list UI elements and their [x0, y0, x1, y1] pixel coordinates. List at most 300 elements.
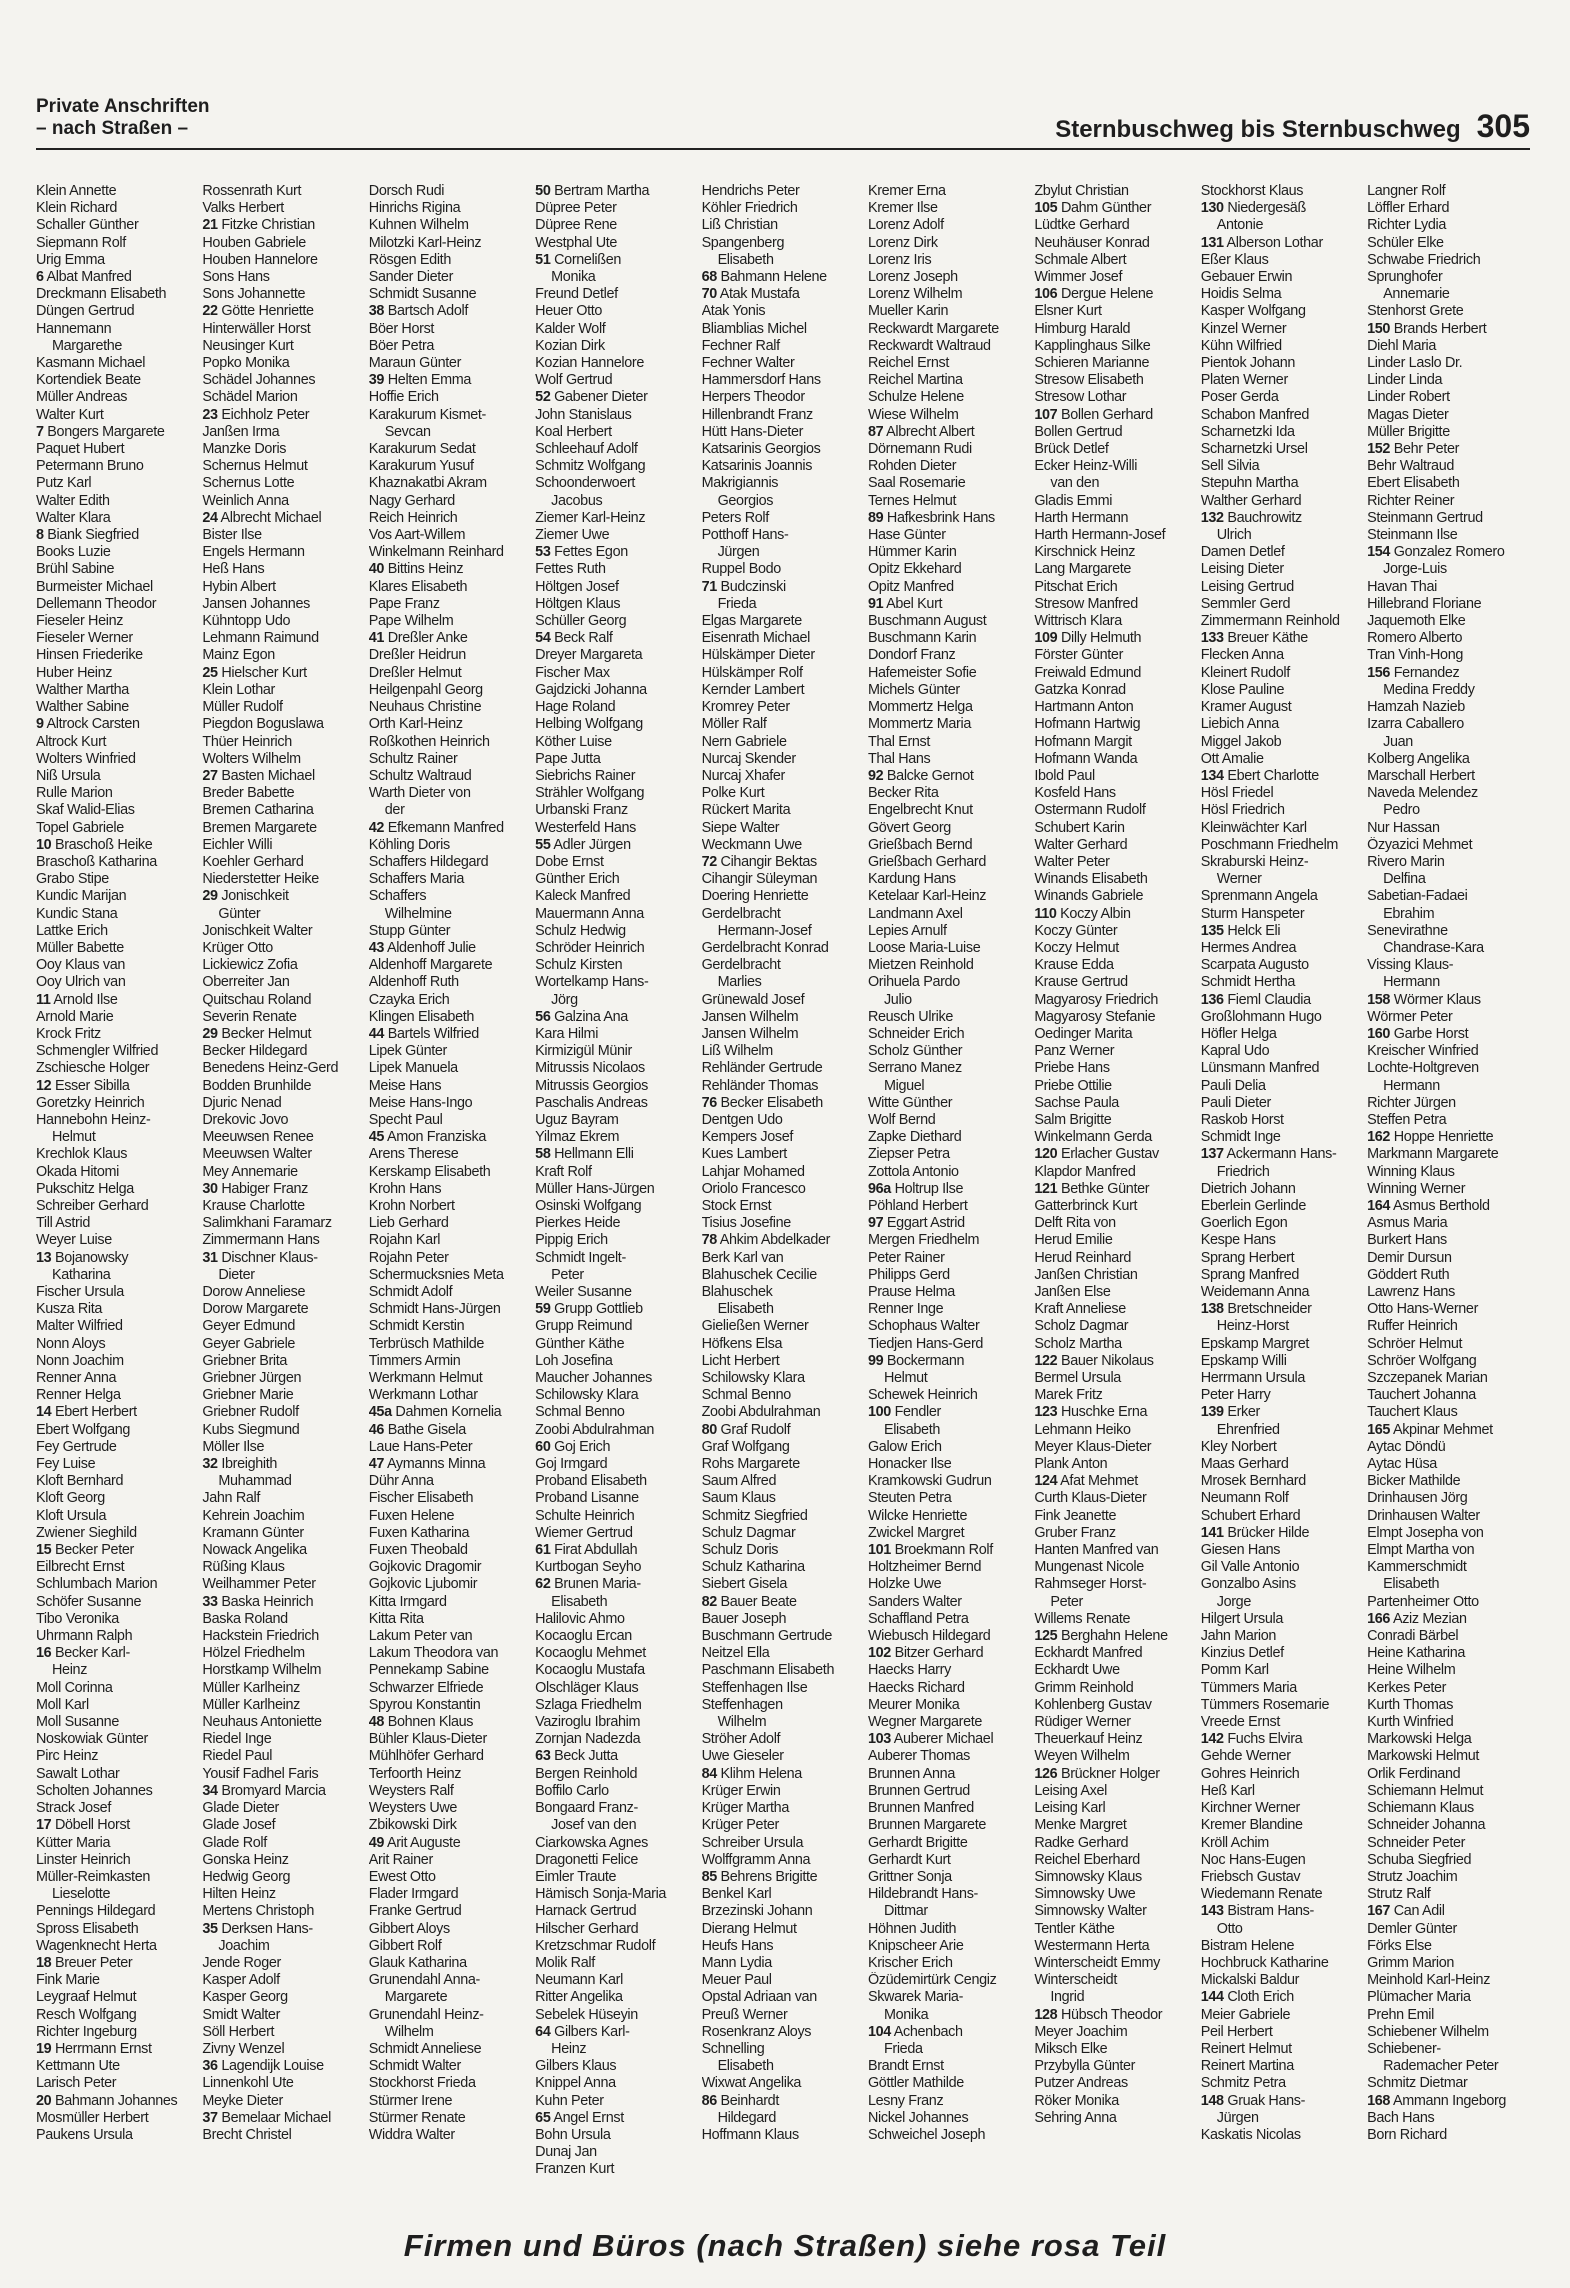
directory-entry: Ooy Klaus van — [36, 957, 126, 974]
house-number: 34 — [202, 1782, 218, 1799]
directory-entry: 168 Ammann Ingeborg — [1367, 2092, 1507, 2109]
directory-entry: Horstkamp Wilhelm — [202, 1662, 322, 1679]
house-number: 30 — [202, 1180, 218, 1197]
directory-entry: Manzke Doris — [202, 441, 287, 458]
directory-entry: Diehl Maria — [1367, 337, 1437, 354]
directory-entry: Krause Charlotte — [202, 1197, 305, 1214]
directory-entry: Steffenhagen Ilse — [701, 1679, 808, 1696]
directory-entry: Schmidt Kerstin — [368, 1318, 465, 1335]
directory-entry: Kasper Adolf — [202, 1972, 280, 1989]
directory-entry: Elisabeth — [717, 251, 774, 268]
directory-entry: Grimm Marion — [1367, 1954, 1455, 1971]
directory-entry: Hoffie Erich — [368, 389, 439, 406]
directory-entry: Honacker Ilse — [867, 1456, 952, 1473]
directory-entry: Eckhardt Uwe — [1034, 1662, 1120, 1679]
directory-entry: Rademacher Peter — [1383, 2058, 1499, 2075]
house-number: 42 — [368, 819, 385, 836]
directory-entry: Krohn Norbert — [368, 1197, 455, 1214]
directory-entry: Brecht Christel — [202, 2126, 292, 2143]
directory-entry: Panz Werner — [1034, 1043, 1115, 1060]
header-rule — [36, 148, 1530, 150]
directory-entry: Zwiener Sieghild — [36, 1524, 137, 1541]
directory-entry: Dreßler Heidrun — [368, 647, 466, 664]
directory-entry: Hösl Friedel — [1200, 785, 1274, 802]
directory-entry: Conradi Bärbel — [1367, 1628, 1459, 1645]
directory-entry: Magas Dieter — [1367, 406, 1449, 423]
directory-entry: Lehmann Raimund — [202, 630, 319, 647]
directory-entry: Kirmizigül Münir — [535, 1043, 632, 1060]
directory-entry: Schmal Benno — [535, 1404, 625, 1421]
directory-entry: Jorge — [1216, 1593, 1251, 1610]
directory-entry: 131 Alberson Lothar — [1200, 234, 1323, 251]
directory-entry: 104 Achenbach — [867, 2023, 963, 2040]
house-number: 7 — [36, 423, 44, 440]
house-number: 49 — [368, 1834, 385, 1851]
house-number: 166 — [1367, 1610, 1391, 1627]
directory-entry: Müller Karlheinz — [202, 1679, 300, 1696]
house-number: 12 — [36, 1077, 52, 1094]
directory-entry: Wimmer Josef — [1034, 269, 1123, 286]
directory-entry: Stockhorst Frieda — [368, 2075, 476, 2092]
directory-entry: Hofmann Hartwig — [1034, 716, 1141, 733]
directory-entry: Elisabeth — [883, 1421, 941, 1438]
house-number: 106 — [1034, 286, 1058, 303]
directory-entry: Simnowsky Klaus — [1034, 1868, 1142, 1885]
directory-entry: Walter Gerhard — [1034, 836, 1128, 853]
directory-entry: Paschalis Andreas — [535, 1094, 648, 1111]
directory-entry: Stürmer Renate — [368, 2109, 466, 2126]
house-number: 9 — [36, 716, 44, 733]
house-number: 125 — [1034, 1628, 1058, 1645]
directory-entry: Schweichel Joseph — [867, 2126, 986, 2143]
directory-entry: Petermann Bruno — [36, 458, 144, 475]
house-number: 61 — [535, 1542, 551, 1559]
directory-entry: Hochbruck Katharine — [1200, 1954, 1329, 1971]
directory-entry: 158 Wörmer Klaus — [1367, 991, 1481, 1008]
directory-entry: Eberlein Gerlinde — [1200, 1197, 1306, 1214]
directory-entry: 58 Hellmann Elli — [535, 1146, 634, 1163]
directory-entry: Wiemer Gertrud — [535, 1524, 633, 1541]
directory-entry: Peters Rolf — [701, 509, 769, 526]
directory-entry: Quitschau Roland — [202, 991, 312, 1008]
directory-entry: Düpree Peter — [535, 200, 617, 217]
directory-entry: Reichel Ernst — [867, 355, 949, 372]
directory-entry: Schmitz Wolfgang — [535, 458, 646, 475]
directory-entry: Söll Herbert — [202, 2023, 275, 2040]
directory-entry: Kitta Irmgard — [368, 1593, 447, 1610]
directory-entry: Düpree Rene — [535, 217, 617, 234]
directory-entry: Jörg — [551, 991, 578, 1008]
directory-entry: Richter Reiner — [1367, 492, 1455, 509]
house-number: 36 — [202, 2058, 218, 2075]
directory-entry: Brunnen Anna — [867, 1765, 955, 1782]
directory-entry: Wilhelm — [717, 1714, 767, 1731]
directory-entry: Sevcan — [384, 423, 431, 440]
directory-entry: Schmitz Siegfried — [701, 1507, 808, 1524]
directory-entry: Grittner Sonja — [867, 1868, 952, 1885]
directory-entry: Brandt Ernst — [867, 2058, 944, 2075]
directory-entry: Winning Werner — [1367, 1180, 1466, 1197]
directory-entry: Bollen Gertrud — [1034, 423, 1123, 440]
directory-entry: Reckwardt Margarete — [867, 320, 999, 337]
directory-entry: Pennekamp Sabine — [368, 1662, 489, 1679]
directory-entry: Salm Brigitte — [1034, 1111, 1112, 1128]
house-number: 87 — [867, 423, 884, 440]
directory-entry: Otto Hans-Werner — [1367, 1301, 1479, 1318]
directory-entry: Schöfer Susanne — [36, 1593, 142, 1610]
directory-entry: Monika — [883, 2006, 929, 2023]
directory-entry: Fechner Walter — [701, 355, 795, 372]
directory-entry: Noskowiak Günter — [36, 1731, 148, 1748]
directory-entry: 11 Arnold Ilse — [36, 991, 118, 1008]
directory-entry: Licht Herbert — [701, 1352, 780, 1369]
directory-entry: Orihuela Pardo — [867, 974, 960, 991]
directory-entry: Widdra Walter — [368, 2126, 455, 2143]
house-number: 64 — [535, 2023, 551, 2040]
directory-entry: Lakum Peter van — [368, 1628, 473, 1645]
directory-entry: Gerhardt Brigitte — [867, 1834, 968, 1851]
directory-entry: Mommertz Maria — [867, 716, 971, 733]
directory-entry: Hildegard — [717, 2109, 777, 2126]
directory-entry: Julio — [883, 991, 912, 1008]
directory-entry: Heufs Hans — [701, 1937, 774, 1954]
directory-entry: Oedinger Marita — [1034, 1025, 1133, 1042]
directory-entry: Orlik Ferdinand — [1367, 1765, 1461, 1782]
directory-entry: Sprunghofer — [1367, 269, 1443, 286]
directory-entry: Krause Gertrud — [1034, 974, 1128, 991]
directory-entry: Mey Annemarie — [202, 1163, 298, 1180]
directory-entry: Winkelmann Reinhard — [368, 544, 504, 561]
directory-entry: Wolters Winfried — [36, 750, 136, 767]
directory-entry: Fischer Max — [535, 664, 610, 681]
house-number: 130 — [1200, 200, 1224, 217]
directory-entry: Westerfeld Hans — [535, 819, 637, 836]
house-number: 54 — [535, 630, 551, 647]
directory-entry: Breder Babette — [202, 785, 295, 802]
directory-entry: Kasper Georg — [202, 1989, 288, 2006]
house-number: 162 — [1367, 1129, 1391, 1146]
house-number: 137 — [1200, 1146, 1224, 1163]
directory-entry: Richter Jürgen — [1367, 1094, 1456, 1111]
directory-entry: van den — [1050, 475, 1100, 492]
directory-entry: Janßen Christian — [1034, 1266, 1138, 1283]
directory-entry: Gojkovic Dragomir — [368, 1559, 482, 1576]
directory-entry: Grießbach Gerhard — [867, 853, 986, 870]
directory-entry: Kespe Hans — [1200, 1232, 1276, 1249]
directory-entry: Krüger Otto — [202, 939, 273, 956]
directory-entry: Westphal Ute — [535, 234, 618, 251]
house-number: 52 — [535, 389, 551, 406]
house-number: 128 — [1034, 2006, 1058, 2023]
house-number: 48 — [368, 1714, 385, 1731]
directory-entry: Jaquemoth Elke — [1367, 613, 1466, 630]
house-number: 46 — [368, 1421, 385, 1438]
house-number: 143 — [1200, 1903, 1224, 1920]
directory-entry: Schernus Helmut — [202, 458, 308, 475]
directory-entry: Priebe Ottilie — [1034, 1077, 1112, 1094]
directory-entry: Gladis Emmi — [1034, 492, 1113, 509]
directory-entry: Schmitz Dietmar — [1367, 2075, 1468, 2092]
directory-entry: Köther Luise — [535, 733, 612, 750]
directory-entry: Müller Babette — [36, 939, 124, 956]
directory-entry: Bermel Ursula — [1034, 1370, 1121, 1387]
directory-entry: 123 Huschke Erna — [1034, 1404, 1148, 1421]
house-number: 45 — [368, 1129, 385, 1146]
directory-entry: Höfkens Elsa — [701, 1335, 783, 1352]
directory-entry: Schmidt Ingelt- — [535, 1249, 626, 1266]
directory-entry: Kleinwächter Karl — [1200, 819, 1307, 836]
directory-entry: Arnold Marie — [36, 1008, 114, 1025]
directory-entry: Peil Herbert — [1200, 2023, 1273, 2040]
directory-entry: Heilgenpahl Georg — [368, 681, 483, 698]
directory-column — [369, 183, 535, 2203]
directory-entry: Skaf Walid-Elias — [36, 802, 135, 819]
directory-entry: Lehmann Heiko — [1034, 1421, 1131, 1438]
house-number: 85 — [701, 1868, 717, 1885]
directory-entry: 29 Becker Helmut — [202, 1025, 312, 1042]
directory-entry: Müller Brigitte — [1367, 423, 1450, 440]
directory-entry: Winterscheidt Emmy — [1034, 1954, 1160, 1971]
directory-entry: Schulte Heinrich — [535, 1507, 635, 1524]
directory-entry: Rosenkranz Aloys — [701, 2023, 812, 2040]
directory-entry: Weyer Luise — [36, 1232, 112, 1249]
directory-entry: Prause Helma — [867, 1284, 955, 1300]
directory-entry: Heinz-Horst — [1216, 1318, 1289, 1335]
house-number: 102 — [867, 1645, 891, 1662]
directory-entry: Georgios — [717, 492, 774, 509]
house-number: 21 — [202, 217, 218, 234]
directory-entry: Flecken Anna — [1200, 647, 1284, 664]
directory-entry: Tümmers Rosemarie — [1200, 1696, 1330, 1713]
directory-entry: Poser Gerda — [1200, 389, 1279, 406]
directory-entry: Vaziroglu Ibrahim — [535, 1714, 641, 1731]
page-number: 305 — [1476, 108, 1530, 144]
directory-entry: Niederstetter Heike — [202, 871, 319, 888]
directory-entry: Heinz — [52, 1662, 88, 1679]
directory-entry: Thüer Heinrich — [202, 733, 292, 750]
directory-entry: Saal Rosemarie — [867, 475, 966, 492]
directory-entry: Orth Karl-Heinz — [368, 716, 463, 733]
directory-entry: Rückert Marita — [701, 802, 791, 819]
directory-entry: Aytac Hüsa — [1367, 1456, 1437, 1473]
directory-entry: Sabetian-Fadaei — [1367, 888, 1468, 905]
directory-entry: 40 Bittins Heinz — [368, 561, 464, 578]
directory-entry: Müller Rudolf — [202, 699, 283, 716]
directory-entry: Tibo Veronika — [36, 1610, 119, 1627]
directory-entry: Weysters Ralf — [368, 1782, 454, 1799]
directory-entry: Hilscher Gerhard — [535, 1920, 639, 1937]
directory-entry: Goerlich Egon — [1200, 1215, 1288, 1232]
directory-entry: Gerdelbracht Konrad — [701, 939, 829, 956]
directory-entry: Stürmer Irene — [368, 2092, 453, 2109]
directory-entry: Leising Karl — [1034, 1800, 1106, 1817]
directory-entry: 154 Gonzalez Romero — [1367, 544, 1505, 561]
directory-entry: Scholten Johannes — [36, 1782, 153, 1799]
directory-entry: Salimkhani Faramarz — [202, 1215, 332, 1232]
house-number: 167 — [1367, 1903, 1391, 1920]
directory-entry: Förster Günter — [1034, 647, 1124, 664]
directory-entry: Liß Wilhelm — [701, 1043, 773, 1060]
directory-entry: Siepmann Rolf — [36, 234, 126, 251]
directory-entry: Dörnemann Rudi — [867, 441, 972, 458]
directory-entry: Leygraaf Helmut — [36, 1989, 137, 2006]
directory-entry: Friedrich — [1216, 1163, 1270, 1180]
directory-entry: Demler Günter — [1367, 1920, 1457, 1937]
directory-entry: Wixwat Angelika — [701, 2075, 802, 2092]
directory-entry: Klein Lothar — [202, 681, 275, 698]
directory-entry: 9 Altrock Carsten — [36, 716, 140, 733]
directory-entry: Bistram Helene — [1200, 1937, 1295, 1954]
directory-entry: Naveda Melendez — [1367, 785, 1478, 802]
directory-entry: Harth Hermann — [1034, 509, 1129, 526]
directory-entry: Jonischkeit Walter — [202, 922, 313, 939]
directory-entry: 142 Fuchs Elvira — [1200, 1731, 1303, 1748]
directory-entry: 42 Efkemann Manfred — [368, 819, 504, 836]
directory-entry: 39 Helten Emma — [368, 372, 472, 389]
directory-entry: Rüdiger Werner — [1034, 1714, 1131, 1731]
directory-entry: Winands Elisabeth — [1034, 871, 1148, 888]
directory-entry: Piegdon Boguslawa — [202, 716, 324, 733]
directory-entry: Ewest Otto — [368, 1868, 436, 1885]
directory-entry: Steffen Petra — [1367, 1111, 1447, 1128]
directory-entry: Dittmar — [883, 1903, 928, 1920]
directory-entry: Fischer Elisabeth — [368, 1490, 474, 1507]
directory-entry: Potthoff Hans- — [701, 527, 789, 544]
directory-entry: Ingrid — [1050, 1989, 1085, 2006]
house-number: 47 — [368, 1456, 385, 1473]
directory-entry: Schoonderwoert — [535, 475, 636, 492]
directory-entry: Plank Anton — [1034, 1456, 1108, 1473]
directory-entry: Freund Detlef — [535, 286, 618, 303]
directory-entry: Jahn Ralf — [202, 1490, 261, 1507]
directory-entry: Grabo Stipe — [36, 871, 109, 888]
directory-entry: Glauk Katharina — [368, 1954, 467, 1971]
directory-entry: Loh Josefina — [535, 1352, 613, 1369]
directory-entry: Lorenz Dirk — [867, 234, 938, 251]
directory-entry: Simnowsky Walter — [1034, 1903, 1147, 1920]
directory-entry: Griebner Brita — [202, 1352, 288, 1369]
directory-entry: Skraburski Heinz- — [1200, 853, 1309, 870]
directory-entry: Klares Elisabeth — [368, 578, 468, 595]
directory-entry: Janßen Else — [1034, 1284, 1111, 1300]
directory-entry: 6 Albat Manfred — [36, 269, 132, 286]
directory-entry: Schulz Dagmar — [701, 1524, 796, 1541]
directory-entry: Noc Hans-Eugen — [1200, 1851, 1306, 1868]
directory-entry: Walter Kurt — [36, 406, 104, 423]
house-number: 59 — [535, 1301, 551, 1318]
directory-entry: 15 Becker Peter — [36, 1542, 134, 1559]
directory-entry: 110 Koczy Albin — [1034, 905, 1131, 922]
directory-entry: Geyer Edmund — [202, 1318, 295, 1335]
directory-entry: Meyke Dieter — [202, 2092, 283, 2109]
directory-entry: 102 Bitzer Gerhard — [867, 1645, 984, 1662]
directory-entry: Kardung Hans — [867, 871, 956, 888]
directory-entry: Kalder Wolf — [535, 320, 606, 337]
directory-entry: Otto — [1216, 1920, 1243, 1937]
directory-entry: Mommertz Helga — [867, 699, 973, 716]
directory-entry: Schröer Helmut — [1367, 1335, 1463, 1352]
directory-entry: Hinterwäller Horst — [202, 320, 311, 337]
directory-entry: Tauchert Klaus — [1367, 1404, 1458, 1421]
directory-entry: 32 Ibreighith — [202, 1456, 278, 1473]
house-number: 138 — [1200, 1301, 1224, 1318]
directory-entry: Rojahn Karl — [368, 1232, 441, 1249]
directory-entry: Weidemann Anna — [1200, 1284, 1310, 1300]
directory-entry: Bliamblias Michel — [701, 320, 807, 337]
directory-entry: Wolf Gertrud — [535, 372, 613, 389]
directory-entry: Urig Emma — [36, 251, 105, 268]
directory-entry: 59 Grupp Gottlieb — [535, 1301, 643, 1318]
directory-entry: Kehrein Joachim — [202, 1507, 305, 1524]
directory-entry: Marek Fritz — [1034, 1387, 1103, 1404]
directory-entry: Kuhn Peter — [535, 2092, 604, 2109]
directory-entry: Ströher Adolf — [701, 1731, 781, 1748]
directory-entry: Schubert Erhard — [1200, 1507, 1301, 1524]
directory-entry: Maas Gerhard — [1200, 1456, 1289, 1473]
directory-entry: 72 Cihangir Bektas — [701, 853, 817, 870]
directory-entry: Böer Petra — [368, 337, 435, 354]
house-number: 40 — [368, 561, 385, 578]
directory-entry: Lorenz Adolf — [867, 217, 944, 234]
directory-entry: Schewek Heinrich — [867, 1387, 978, 1404]
house-number: 80 — [701, 1421, 717, 1438]
directory-entry: Schuba Siegfried — [1367, 1851, 1472, 1868]
directory-entry: Nonn Aloys — [36, 1335, 106, 1352]
house-number: 165 — [1367, 1421, 1391, 1438]
directory-entry: Karakurum Yusuf — [368, 458, 474, 475]
directory-entry: Friebsch Gustav — [1200, 1868, 1301, 1885]
directory-entry: Günther Erich — [535, 871, 620, 888]
house-number: 29 — [202, 1025, 218, 1042]
footer-note: Firmen und Büros (nach Straßen) siehe rosa Teil — [403, 2228, 1167, 2263]
directory-entry: 50 Bertram Martha — [535, 183, 650, 199]
directory-entry: Kaleck Manfred — [535, 888, 631, 905]
directory-entry: Malter Wilfried — [36, 1318, 123, 1335]
directory-entry: Lüdtke Gerhard — [1034, 217, 1130, 234]
directory-entry: Schmitz Petra — [1200, 2075, 1286, 2092]
directory-entry: Baska Roland — [202, 1610, 288, 1627]
directory-entry: Schaller Günther — [36, 217, 139, 234]
directory-entry: Höltgen Klaus — [535, 595, 621, 612]
house-number: 121 — [1034, 1180, 1058, 1197]
directory-entry: Tiedjen Hans-Gerd — [867, 1335, 984, 1352]
directory-entry: Elmpt Martha von — [1367, 1542, 1475, 1559]
directory-entry: Miguel — [883, 1077, 925, 1094]
directory-entry: Dondorf Franz — [867, 647, 956, 664]
directory-entry: Stupp Günter — [368, 922, 451, 939]
directory-entry: 29 Jonischkeit — [202, 888, 289, 905]
directory-entry: Antonie — [1216, 217, 1264, 234]
directory-entry: Kempers Josef — [701, 1129, 793, 1146]
directory-entry: Lipek Günter — [368, 1043, 447, 1060]
directory-entry: Zbikowski Dirk — [368, 1817, 457, 1834]
directory-entry: Knippel Anna — [535, 2075, 616, 2092]
directory-entry: Senevirathne — [1367, 922, 1448, 939]
directory-entry: Damen Detlef — [1200, 544, 1285, 561]
directory-entry: Drinhausen Jörg — [1367, 1490, 1468, 1507]
directory-entry: Kasmann Michael — [36, 355, 146, 372]
directory-entry: Stresow Elisabeth — [1034, 372, 1144, 389]
directory-entry: Günther Käthe — [535, 1335, 625, 1352]
directory-entry: Arens Therese — [368, 1146, 459, 1163]
house-number: 58 — [535, 1146, 551, 1163]
directory-entry: Brunnen Manfred — [867, 1800, 974, 1817]
directory-entry: Günter — [218, 905, 261, 922]
directory-entry: Hybin Albert — [202, 578, 276, 595]
directory-entry: Demir Dursun — [1367, 1249, 1452, 1266]
directory-entry: Dentgen Udo — [701, 1111, 783, 1128]
directory-entry: Reichel Martina — [867, 372, 963, 389]
